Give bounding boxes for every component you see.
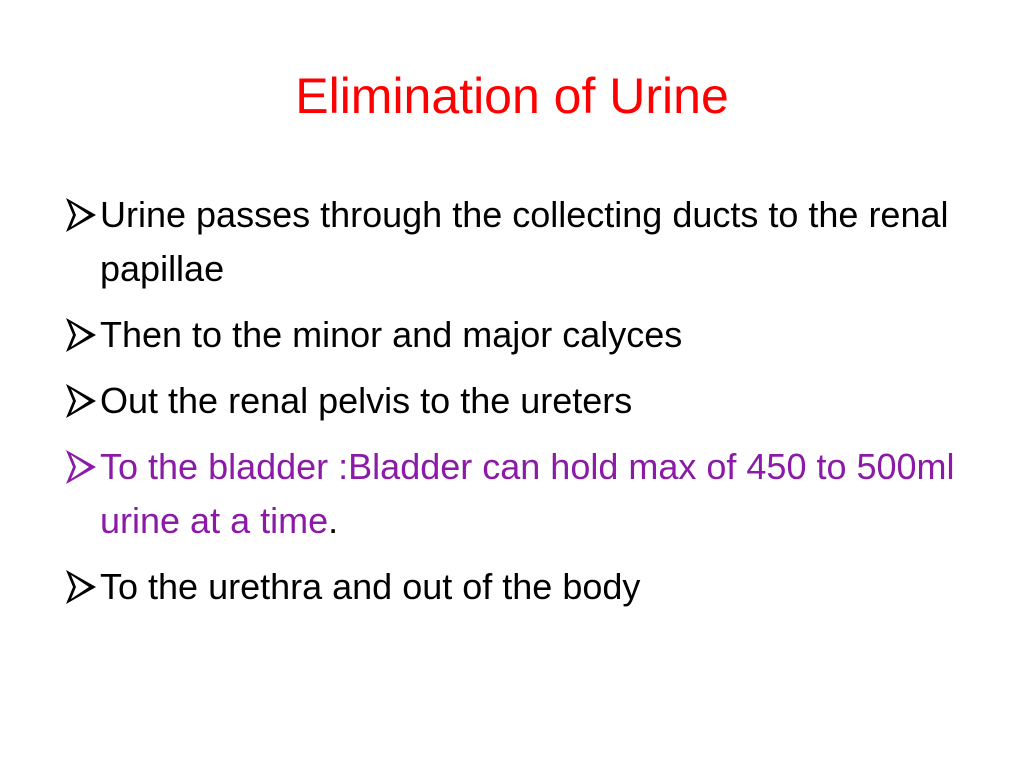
slide-title: Elimination of Urine [295, 68, 729, 124]
bullet-text: Urine passes through the collecting ducts to the renal papillae [100, 194, 949, 289]
arrowhead-bullet-icon [64, 446, 98, 488]
bullet-text: Then to the minor and major calyces [100, 314, 683, 355]
arrowhead-bullet-icon [64, 380, 98, 422]
bullet-item [60, 560, 960, 614]
bullet-suffix: . [328, 500, 339, 541]
arrowhead-bullet-icon [64, 566, 98, 608]
bullet-item-highlighted [60, 440, 960, 548]
bullet-text: To the bladder :Bladder can hold max of 450 to 500ml urine at a time [100, 446, 955, 541]
bullet-list [60, 188, 960, 626]
bullet-item [60, 374, 960, 428]
arrowhead-bullet-icon [64, 314, 98, 356]
arrowhead-bullet-icon [64, 194, 98, 236]
bullet-text: To the urethra and out of the body [100, 566, 641, 607]
bullet-text: Out the renal pelvis to the ureters [100, 380, 633, 421]
bullet-item [60, 188, 960, 296]
bullet-item [60, 308, 960, 362]
